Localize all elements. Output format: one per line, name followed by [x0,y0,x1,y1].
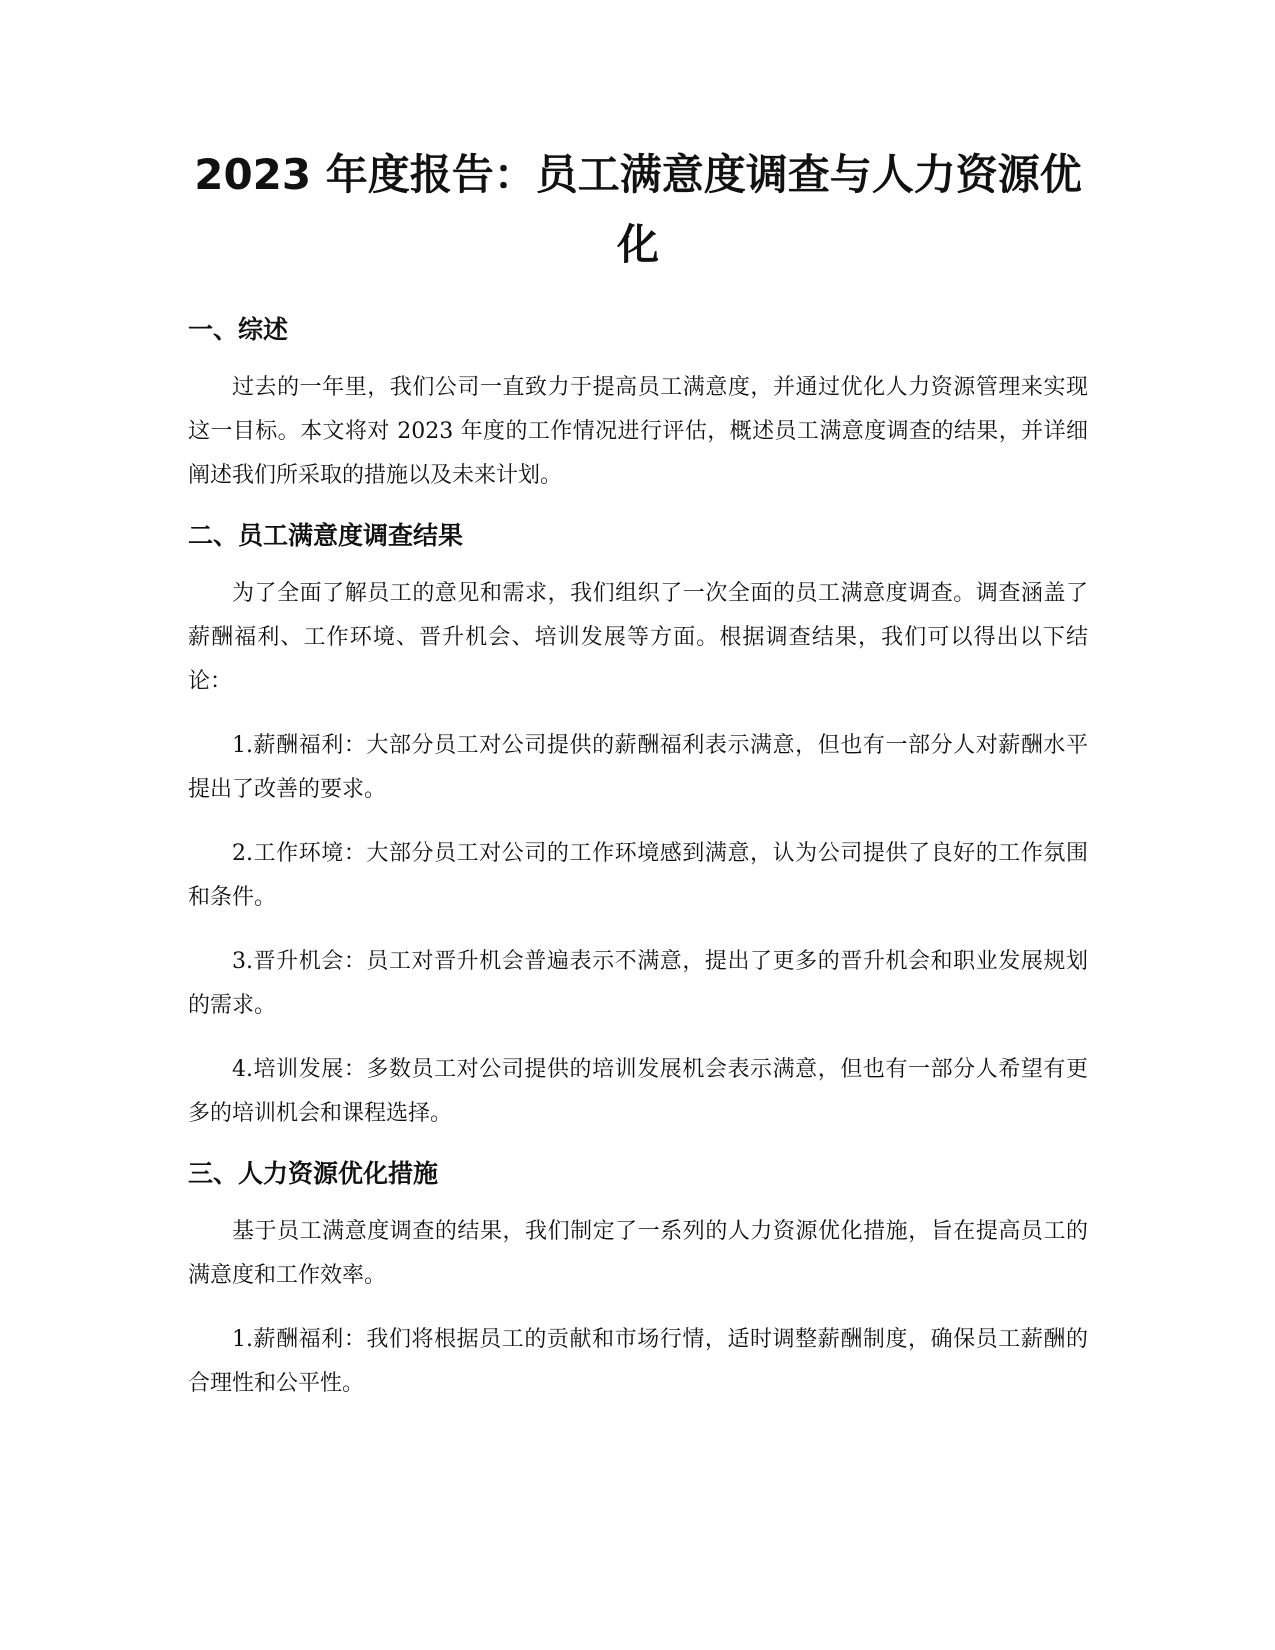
section-hr-measures [188,1156,1088,1406]
paragraph: 基于员工满意度调查的结果，我们制定了一系列的人力资源优化措施，旨在提高员工的满意度和工作效率。 [188,1219,1088,1288]
list-item: 2.工作环境：大部分员工对公司的工作环境感到满意，认为公司提供了良好的工作氛围和条件。 [188,841,1088,910]
document-page [188,140,1088,1426]
section-overview [188,312,1088,498]
paragraph: 为了全面了解员工的意见和需求，我们组织了一次全面的员工满意度调查。调查涵盖了薪酬福利、工作环境、晋升机会、培训发展等方面。根据调查结果，我们可以得出以下结论： [188,581,1088,694]
paragraph: 过去的一年里，我们公司一直致力于提高员工满意度，并通过优化人力资源管理来实现这一目标。本文将对 2023 年度的工作情况进行评估，概述员工满意度调查的结果，并详细阐述我们所采取的措施以及未来计划。 [188,375,1088,488]
section-heading: 一、综述 [188,315,289,344]
list-item: 3.晋升机会：员工对晋升机会普遍表示不满意，提出了更多的晋升机会和职业发展规划的需求。 [188,949,1088,1018]
list-item: 1.薪酬福利：我们将根据员工的贡献和市场行情，适时调整薪酬制度，确保员工薪酬的合理性和公平性。 [188,1327,1088,1396]
section-heading: 三、人力资源优化措施 [188,1159,439,1188]
section-survey-results [188,518,1088,1136]
section-heading: 二、员工满意度调查结果 [188,521,464,550]
document-title: 2023 年度报告：员工满意度调查与人力资源优化 [194,150,1082,269]
list-item: 4.培训发展：多数员工对公司提供的培训发展机会表示满意，但也有一部分人希望有更多的培训机会和课程选择。 [188,1057,1088,1126]
list-item: 1.薪酬福利：大部分员工对公司提供的薪酬福利表示满意，但也有一部分人对薪酬水平提出了改善的要求。 [188,733,1088,802]
